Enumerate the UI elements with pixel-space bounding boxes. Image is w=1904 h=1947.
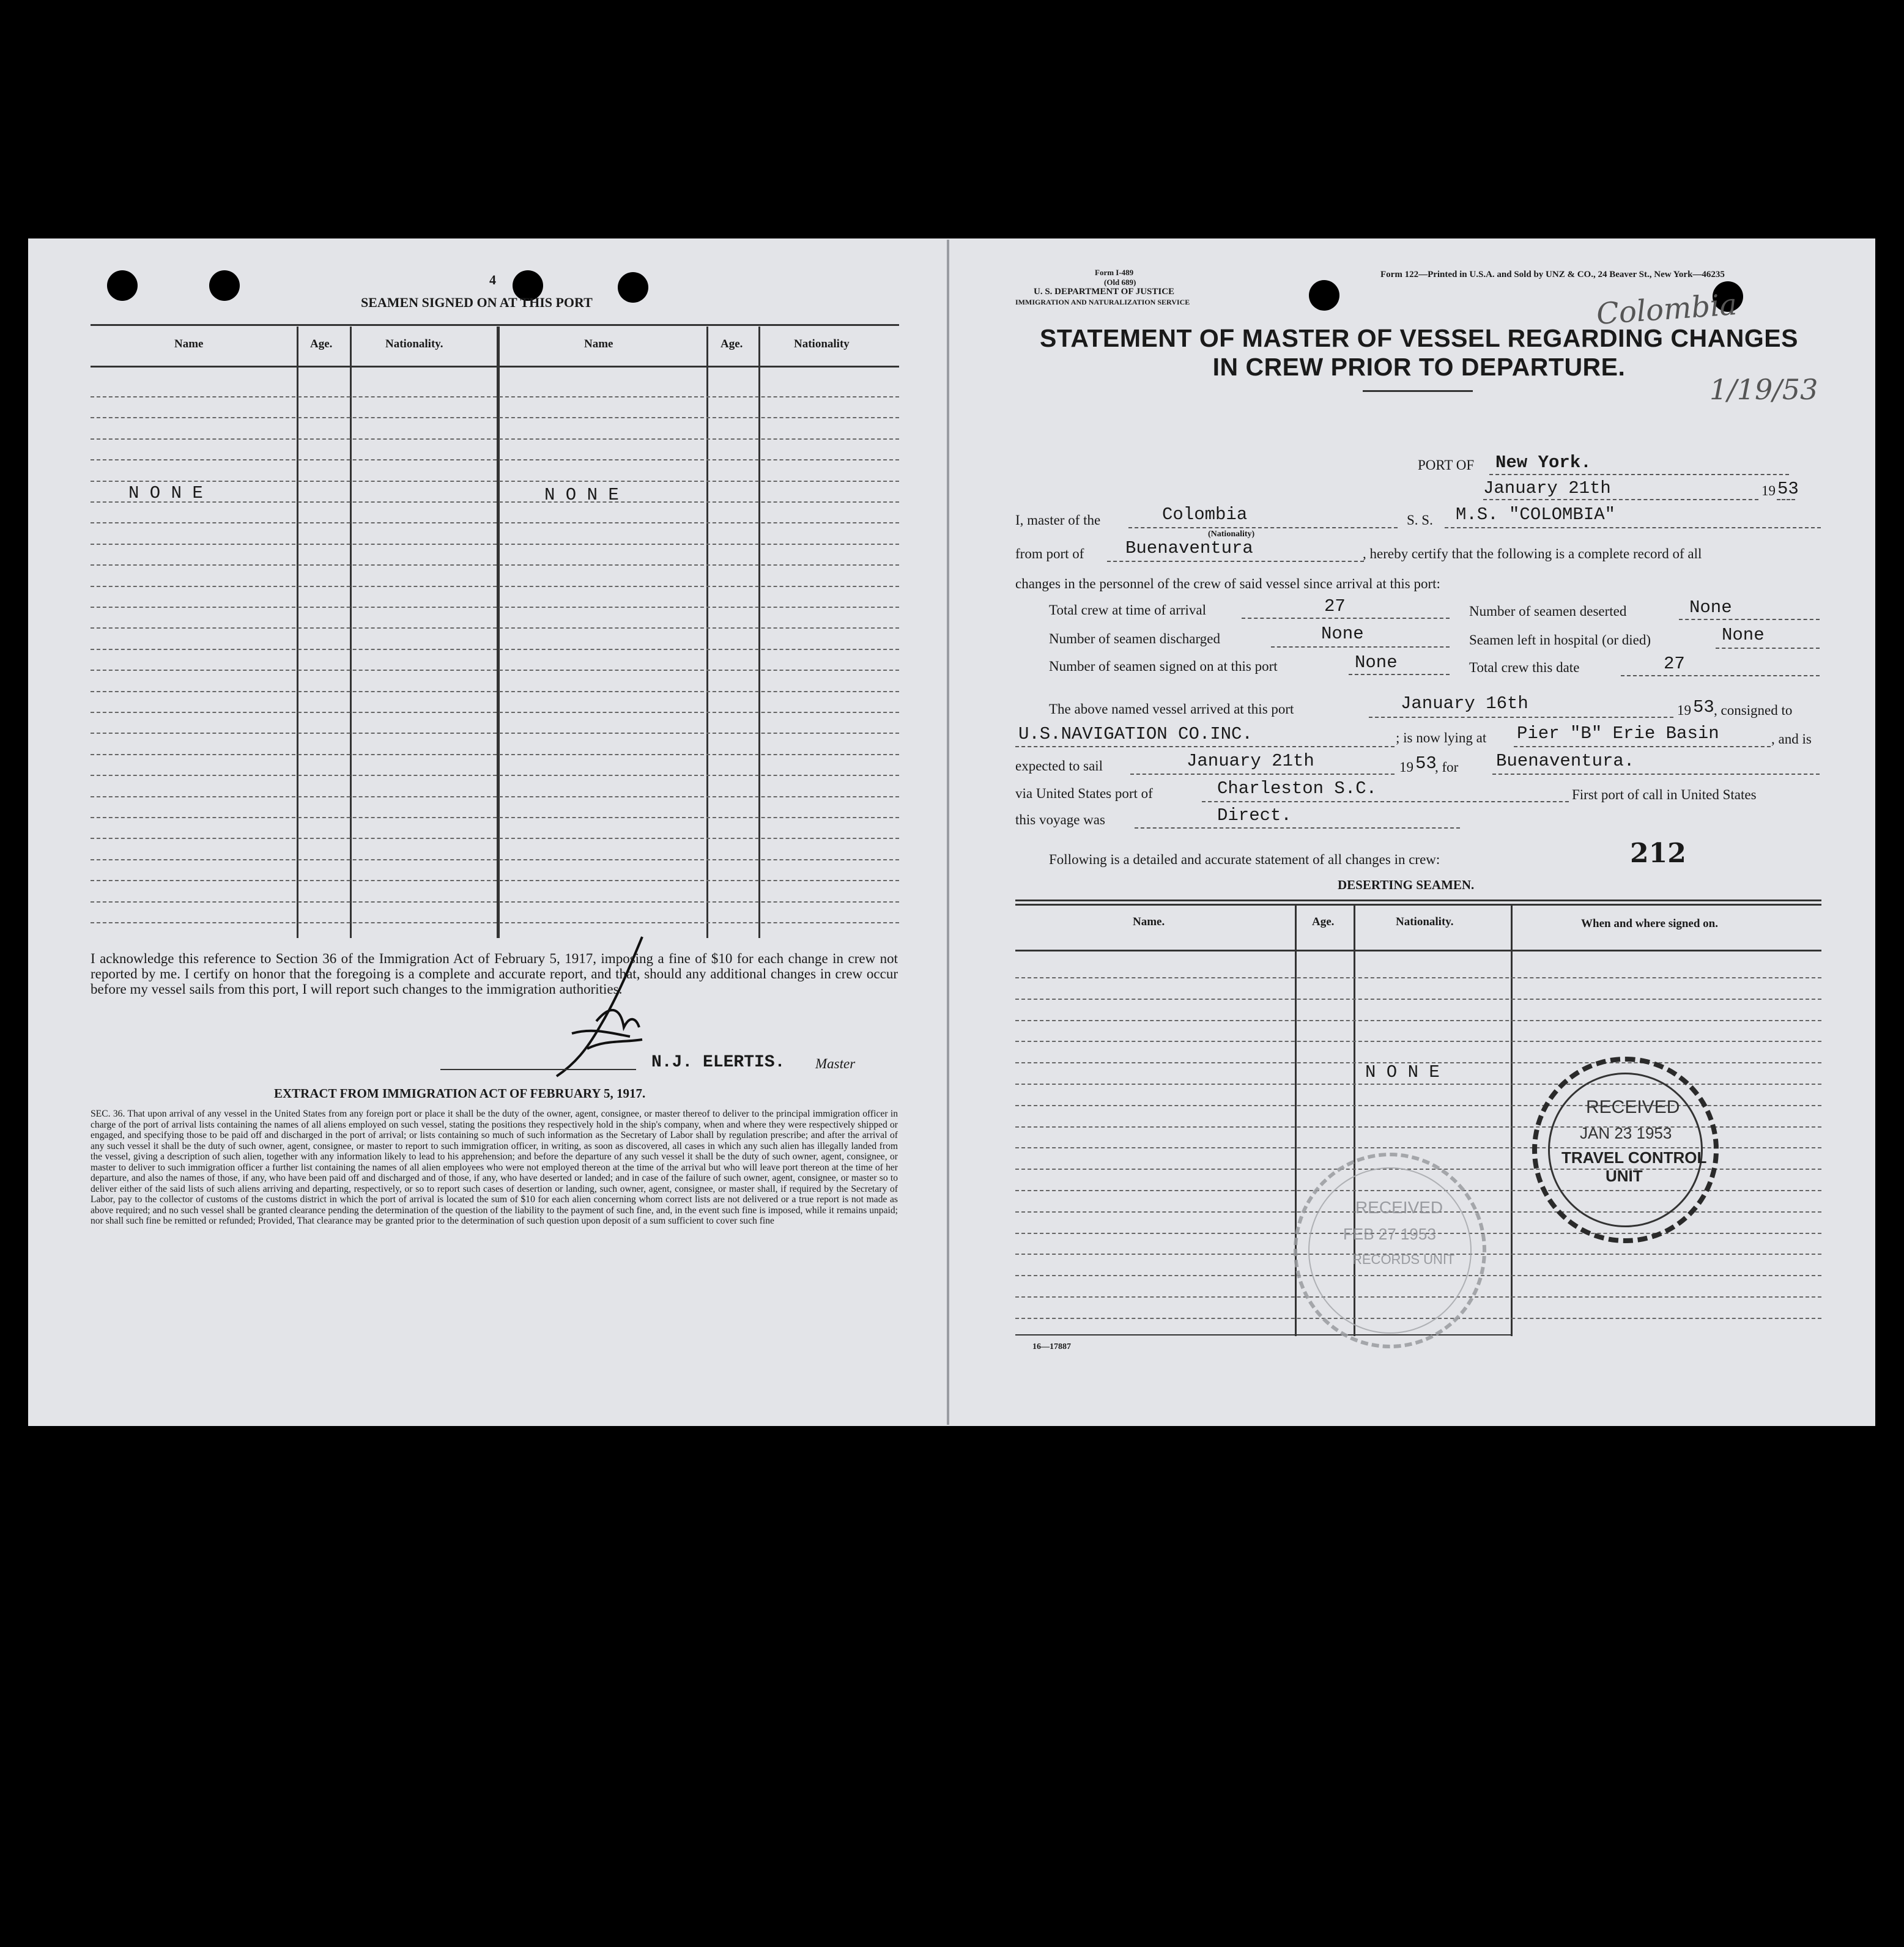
discharged-value: None [1321, 624, 1364, 644]
field-line [1130, 774, 1395, 775]
field-line [1679, 619, 1820, 620]
and-is-label: , and is [1771, 731, 1812, 747]
ruled-row [91, 417, 899, 418]
field-line [1015, 746, 1395, 747]
stamp-unit-line1: TRAVEL CONTROL [1561, 1148, 1707, 1167]
left-page [28, 238, 949, 1426]
master-of-label: I, master of the [1015, 512, 1101, 528]
stamp2-date: FEB 27 1953 [1343, 1225, 1436, 1243]
printer-note: Form 122—Printed in U.S.A. and Sold by UNZ & CO., 24 Beaver St., New York—46235 [1380, 270, 1725, 279]
title-underline [1363, 390, 1473, 392]
following-label: Following is a detailed and accurate statement of all changes in crew: [1049, 852, 1440, 867]
hospital-value: None [1722, 625, 1765, 645]
consignee-value: U.S.NAVIGATION CO.INC. [1018, 724, 1253, 744]
field-line [1107, 561, 1364, 562]
ruled-row [91, 796, 899, 797]
table-rule [1015, 950, 1821, 951]
form-title-line1: STATEMENT OF MASTER OF VESSEL REGARDING CHANGES [1040, 324, 1798, 352]
ruled-row [91, 522, 899, 523]
col-header-signed-on: When and where signed on. [1581, 917, 1719, 930]
field-line [1349, 674, 1450, 675]
certify-text-2: changes in the personnel of the crew of said vessel since arrival at this port: [1015, 576, 1440, 591]
punch-hole [1309, 280, 1339, 311]
field-line [1777, 499, 1795, 500]
voyage-value: Direct. [1217, 805, 1292, 826]
certify-text: , hereby certify that the following is a complete record of all [1363, 546, 1702, 561]
ruled-row [91, 396, 899, 397]
col-header-nationality: Nationality. [1396, 915, 1454, 928]
col-header-nationality: Nationality. [385, 338, 443, 350]
form-title-line2: IN CREW PRIOR TO DEPARTURE. [1212, 353, 1626, 381]
field-line [1483, 499, 1758, 500]
form-old-number: (Old 689) [1104, 278, 1136, 287]
lying-label: ; is now lying at [1396, 730, 1487, 745]
deserted-label: Number of seamen deserted [1469, 604, 1627, 619]
field-line [1202, 801, 1569, 802]
first-call-label: First port of call in United States [1572, 787, 1757, 802]
table-rule [91, 324, 899, 326]
ruled-row [91, 838, 899, 839]
page-number: 4 [489, 272, 496, 287]
arrived-year-prefix: 19 [1677, 703, 1691, 718]
punch-hole [618, 272, 648, 303]
ruled-row [91, 670, 899, 671]
field-line [1489, 474, 1789, 475]
stamp-date: JAN 23 1953 [1580, 1124, 1672, 1142]
table-rule [1015, 904, 1821, 906]
ruled-row [91, 564, 899, 566]
port-value: New York. [1495, 453, 1591, 473]
stamp2-received: RECEIVED [1355, 1198, 1443, 1217]
table-rule [1511, 906, 1513, 1336]
via-value: Charleston S.C. [1217, 778, 1377, 799]
total-date-label: Total crew this date [1469, 660, 1580, 675]
total-arrival-value: 27 [1324, 596, 1346, 616]
for-label: , for [1435, 759, 1459, 775]
acknowledgement-text: I acknowledge this reference to Section 36 of the Immigration Act of February 5, 1917, imposing a fine of $10 for each change in crew not reported by me. I certify on honor that the foregoing is a complete and accurate report, and that, should any additional changes in crew occur before my vessel sails from this port, I will report such changes to the immigration authorities. [91, 951, 898, 997]
lying-value: Pier "B" Erie Basin [1517, 723, 1719, 744]
ruled-row [91, 691, 899, 692]
service-name: IMMIGRATION AND NATURALIZATION SERVICE [1015, 298, 1190, 306]
ss-label: S. S. [1407, 512, 1433, 528]
ruled-row [1015, 977, 1821, 978]
discharged-label: Number of seamen discharged [1049, 631, 1220, 646]
signature-line [440, 1069, 636, 1070]
signed-on-label: Number of seamen signed on at this port [1049, 659, 1278, 674]
col-header-name-2: Name [584, 338, 613, 350]
col-header-name: Name. [1133, 915, 1165, 928]
field-line [1128, 527, 1398, 528]
arrived-label: The above named vessel arrived at this port [1049, 701, 1294, 717]
extract-title: EXTRACT FROM IMMIGRATION ACT OF FEBRUARY 5, 1917. [274, 1086, 646, 1101]
ruled-row [1015, 999, 1821, 1000]
ruled-row [91, 817, 899, 818]
ruled-row [1015, 1084, 1821, 1085]
ruled-row [91, 901, 899, 903]
total-arrival-label: Total crew at time of arrival [1049, 602, 1207, 618]
field-line [1621, 675, 1820, 676]
field-line [1492, 774, 1820, 775]
total-date-value: 27 [1664, 654, 1685, 674]
records-unit-stamp [1294, 1153, 1486, 1348]
stamp2-unit: RECORDS UNIT [1352, 1252, 1455, 1267]
ruled-row [91, 712, 899, 713]
signatory-title: Master [815, 1056, 856, 1071]
vessel-name: M.S. "COLOMBIA" [1456, 504, 1616, 525]
field-line [1716, 648, 1820, 649]
voyage-label: this voyage was [1015, 812, 1105, 827]
destination-value: Buenaventura. [1496, 751, 1635, 771]
consigned-label: , consigned to [1714, 703, 1793, 718]
field-line [1514, 746, 1771, 747]
ruled-row [91, 649, 899, 650]
ruled-row [91, 544, 899, 545]
ruled-row [1015, 1020, 1821, 1021]
arrived-value: January 16th [1401, 693, 1528, 714]
deserting-title: DESERTING SEAMEN. [1338, 877, 1475, 892]
ruled-row [91, 627, 899, 629]
ruled-row [91, 501, 899, 503]
ruled-row [91, 481, 899, 482]
stamp-unit-line2: UNIT [1606, 1167, 1643, 1185]
field-line [1369, 717, 1673, 718]
ruled-row [91, 607, 899, 608]
travel-control-stamp [1532, 1057, 1719, 1243]
extract-text: SEC. 36. That upon arrival of any vessel in the United States from any foreign port or place it shall be the duty of the owner, agent, consignee, or master thereof to deliver to the principal immigration officer in charge of the port of arrival lists containing the names of all aliens employed on such vessel, stating the positions they respectively hold in the ship's company, when and where they were respectively shipped or engaged, and specifying those to be paid off and discharged in the port of arrival; or lists containing so much of such information as the Secretary of Labor shall by regulation prescribe; and after the arrival of any such vessel it shall be the duty of such owner, agent, consignee, or master to report to such immigration officer, in writing, as soon as discovered, all cases in which any such alien has illegally landed from the vessel, giving a description of such alien, together with any information likely to lead to his apprehension; and before the departure of any such vessel it shall be the duty of such owner, agent, consignee, or master to deliver to such immigration officer a further list containing the names of all alien employees who were not employed thereon at the time of the arrival but who will leave port thereon at the time of her departure, and also the names of those, if any, who have been paid off and discharged and of those, if any, who have deserted or landed; and in case of the failure of such owner, agent, consignee, or master so to deliver either of the said lists of such aliens arriving and departing, respectively, or so to report such cases of desertion or landing, such owner, agent, consignee, or master shall, if required by the Secretary of Labor, pay to the collector of customs of the customs district in which the port of arrival is located the sum of $10 for each alien concerning whom correct lists are not delivered or a true report is not made as above required; and no such vessel shall be granted clearance pending the determination of the question of the liability to the payment of such fine, and, in the event such fine is imposed, while it remains unpaid; nor shall such fine be remitted or refunded; Provided, That clearance may be granted prior to the determination of such question upon deposit of a sum sufficient to cover such fine [91, 1109, 898, 1226]
from-port-value: Buenaventura [1125, 538, 1253, 558]
expected-year: 53 [1415, 753, 1437, 774]
arrived-year: 53 [1693, 697, 1714, 717]
handwritten-number: 212 [1630, 838, 1686, 869]
handwritten-date: 1/19/53 [1710, 373, 1818, 406]
ruled-row [91, 754, 899, 755]
port-label: PORT OF [1418, 457, 1475, 473]
from-port-label: from port of [1015, 546, 1084, 561]
table-rule [91, 366, 899, 368]
entry-none-left: N O N E [128, 483, 203, 503]
expected-year-prefix: 19 [1399, 759, 1413, 775]
stamp-received: RECEIVED [1586, 1097, 1680, 1117]
expected-label: expected to sail [1015, 758, 1103, 774]
department-name: U. S. DEPARTMENT OF JUSTICE [1034, 287, 1175, 297]
field-line [1242, 618, 1450, 619]
signatory-name: N.J. ELERTIS. [651, 1053, 785, 1072]
field-line [1271, 646, 1450, 648]
page-fold [947, 240, 949, 1425]
nationality-caption: (Nationality) [1208, 530, 1255, 539]
ruled-row [91, 459, 899, 460]
nationality-value: Colombia [1162, 504, 1248, 525]
year-value: 53 [1777, 479, 1799, 499]
ruled-row [91, 922, 899, 923]
col-header-age-2: Age. [720, 338, 743, 350]
field-line [1135, 827, 1460, 829]
punch-hole [209, 270, 240, 301]
ruled-row [1015, 1041, 1821, 1042]
col-header-age: Age. [1312, 915, 1335, 928]
ruled-row [91, 859, 899, 860]
ruled-row [91, 775, 899, 776]
deserted-value: None [1689, 597, 1732, 618]
field-line [1445, 527, 1821, 528]
date-value: January 21th [1483, 478, 1611, 498]
handwritten-country: Colombia [1595, 287, 1738, 331]
punch-hole [107, 270, 138, 301]
table-rule [1015, 900, 1821, 901]
ruled-row [91, 880, 899, 881]
col-header-age: Age. [310, 338, 333, 350]
form-number: Form I-489 [1095, 268, 1134, 277]
col-header-name: Name [174, 338, 204, 350]
hospital-label: Seamen left in hospital (or died) [1469, 632, 1651, 648]
deserting-entry-none: N O N E [1365, 1062, 1440, 1082]
page-title: SEAMEN SIGNED ON AT THIS PORT [361, 295, 593, 310]
ruled-row [91, 586, 899, 587]
via-label: via United States port of [1015, 786, 1153, 801]
signed-on-value: None [1355, 652, 1398, 673]
col-header-nationality-2: Nationality [794, 338, 850, 350]
expected-value: January 21th [1187, 751, 1314, 771]
entry-none-right: N O N E [544, 485, 619, 505]
form-code: 16—17887 [1032, 1342, 1071, 1351]
year-prefix: 19 [1761, 483, 1776, 498]
ruled-row [91, 733, 899, 734]
ruled-row [91, 438, 899, 440]
